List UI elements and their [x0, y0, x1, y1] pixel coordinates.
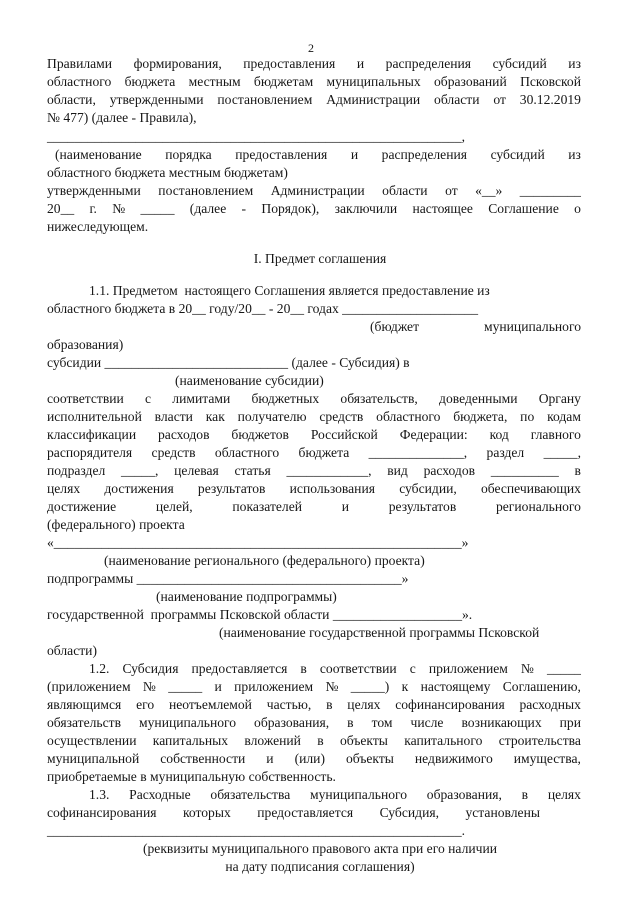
word: при — [559, 715, 581, 730]
word: объекты — [345, 751, 394, 766]
word: бюджета — [124, 74, 176, 89]
word: лимитами — [172, 391, 231, 406]
word: установлены — [465, 805, 540, 820]
word: средств — [319, 409, 364, 424]
text-line: (федерального) проекта — [47, 517, 185, 532]
word: осуществлении — [47, 733, 137, 748]
word: частью, — [266, 697, 312, 712]
text-line: государственной программы Псковской области ___________________». — [47, 607, 473, 622]
text-line — [89, 786, 581, 804]
word: из — [568, 56, 581, 71]
word: в — [317, 733, 324, 748]
text-line — [89, 660, 581, 678]
word: и — [356, 56, 365, 71]
word: капитальных — [152, 733, 229, 748]
word: подраздел — [47, 463, 106, 478]
word: __________ — [490, 463, 559, 478]
section-heading: I. Предмет соглашения — [253, 251, 387, 266]
text-line: (наименование субсидии) — [175, 373, 324, 388]
word: бюджетных — [251, 391, 320, 406]
word: 30.12.2019 — [519, 92, 581, 107]
word: соответствии — [319, 661, 397, 676]
word: бюджетов — [231, 427, 289, 442]
word: целях — [547, 787, 581, 802]
word: статья — [234, 463, 271, 478]
text-line — [55, 146, 581, 164]
word: № — [325, 679, 339, 694]
word: соответствии — [47, 391, 124, 406]
word: областного — [47, 74, 112, 89]
word: показателей — [232, 499, 303, 514]
word: использования — [289, 481, 375, 496]
word: области — [382, 183, 428, 198]
text-line — [47, 732, 581, 750]
word: достижения — [104, 481, 174, 496]
word: настоящему — [420, 679, 491, 694]
word: № — [520, 661, 534, 676]
word: образования, — [254, 715, 330, 730]
word: классификации — [47, 427, 137, 442]
word: распределения — [385, 56, 472, 71]
word: муниципального — [483, 319, 581, 334]
text-line — [47, 182, 581, 200]
text-line — [47, 750, 581, 768]
word: Федерации: — [399, 427, 468, 442]
word: являющимся — [47, 697, 122, 712]
word: 20__ — [47, 201, 75, 216]
text-line: «____________________________________________________________» — [47, 535, 469, 550]
word: недвижимого — [414, 751, 493, 766]
word: области, — [47, 92, 96, 107]
word: настоящее — [412, 201, 473, 216]
word: образования, — [426, 787, 502, 802]
word: в — [347, 715, 354, 730]
word: муниципального — [310, 787, 408, 802]
word: Расходные — [129, 787, 191, 802]
word: Соглашению, — [502, 679, 581, 694]
text-line: (реквизиты муниципального правового акта при его наличии — [142, 841, 498, 856]
word: _____, — [543, 445, 581, 460]
word: объекты — [339, 733, 388, 748]
word: распределения — [381, 147, 468, 162]
word: Российской — [310, 427, 378, 442]
word: по — [520, 409, 535, 424]
word: постановлением — [217, 92, 313, 107]
word: Органу — [538, 391, 581, 406]
text-line: нижеследующем. — [47, 219, 149, 234]
word: предоставления — [243, 56, 336, 71]
text-line — [47, 480, 581, 498]
word: обязательств, — [340, 391, 418, 406]
word: муниципального — [139, 715, 237, 730]
word: приложением — [234, 679, 314, 694]
text-line — [47, 73, 581, 91]
text-line — [47, 91, 581, 109]
text-line — [47, 444, 581, 462]
word: из — [568, 147, 581, 162]
word: № — [142, 679, 156, 694]
word: порядка — [165, 147, 212, 162]
word: расходных — [519, 697, 581, 712]
word: в — [326, 697, 333, 712]
word: «__» — [475, 183, 503, 198]
word: приложением — [428, 661, 508, 676]
word: и — [350, 147, 359, 162]
word: постановлением — [158, 183, 254, 198]
word: собственности — [160, 751, 246, 766]
word: субсидии, — [399, 481, 457, 496]
word: к — [401, 679, 409, 694]
word: средств — [151, 445, 196, 460]
word: в — [300, 661, 307, 676]
text-line: _____________________________________________________________. — [47, 823, 466, 838]
word: получателю — [237, 409, 307, 424]
word: главного — [530, 427, 581, 442]
word: области — [434, 92, 480, 107]
word: местным — [188, 74, 241, 89]
word: Администрации — [326, 92, 421, 107]
word: о — [574, 201, 581, 216]
word: с — [409, 661, 416, 676]
word: Администрации — [270, 183, 365, 198]
word: регионального — [495, 499, 581, 514]
word: Псковской — [520, 74, 581, 89]
word: которых — [182, 805, 231, 820]
word: областного — [376, 409, 441, 424]
text-line: (наименование регионального (федерального) проекта) — [104, 553, 425, 568]
word: Соглашение — [488, 201, 559, 216]
word: (далее — [189, 201, 227, 216]
text-line — [47, 462, 581, 480]
text-line: областного бюджета в 20__ году/20__ - 20__ годах ____________________ — [47, 301, 479, 316]
word: и — [266, 751, 274, 766]
word: бюджета, — [453, 409, 508, 424]
word: как — [205, 409, 225, 424]
text-line — [47, 426, 581, 444]
word: муниципальной — [47, 751, 140, 766]
word: Субсидия — [122, 661, 179, 676]
word: имущества, — [513, 751, 581, 766]
word: _____ — [140, 201, 175, 216]
text-line: (наименование подпрограммы) — [156, 589, 337, 604]
text-line: области) — [47, 643, 97, 658]
text-line — [47, 804, 540, 822]
word: софинансирования — [47, 805, 157, 820]
word: (бюджет — [370, 319, 420, 334]
word: _____) — [350, 679, 390, 694]
word: _____, — [121, 463, 159, 478]
word: код — [489, 427, 509, 442]
word: № — [112, 201, 126, 216]
text-line: субсидии ___________________________ (далее - Субсидия) в — [47, 355, 410, 370]
text-line — [47, 678, 581, 696]
word: неотъемлемой — [168, 697, 252, 712]
text-line — [370, 318, 581, 336]
word: целях — [347, 697, 381, 712]
word: (или) — [294, 751, 325, 766]
word: результатов — [388, 499, 457, 514]
text-line: № 477) (далее - Правила), — [47, 110, 197, 125]
word: его — [136, 697, 155, 712]
word: том — [371, 715, 393, 730]
word: образований — [434, 74, 507, 89]
word: _________ — [519, 183, 581, 198]
word: достижение — [47, 499, 117, 514]
word: и — [341, 499, 350, 514]
word: расходов — [423, 463, 476, 478]
text-line — [47, 714, 581, 732]
word: капитального — [404, 733, 483, 748]
text-line: (наименование государственной программы Псковской — [219, 625, 540, 640]
word: и — [214, 679, 222, 694]
page-number: 2 — [308, 41, 314, 55]
word: Порядок), — [261, 201, 320, 216]
word: бюджета — [298, 445, 350, 460]
word: _____ — [168, 679, 203, 694]
word: вложений — [244, 733, 301, 748]
word: обязательства — [210, 787, 291, 802]
text-line: _____________________________________________________________, — [47, 129, 466, 144]
word: 1.3. — [89, 787, 110, 802]
word: (приложением — [47, 679, 131, 694]
word: утвержденными — [47, 183, 141, 198]
word: муниципальных — [326, 74, 421, 89]
text-line: образования) — [47, 337, 124, 352]
word: ______________, — [368, 445, 468, 460]
word: кодам — [547, 409, 581, 424]
word: в — [521, 787, 529, 802]
word: расходов — [158, 427, 210, 442]
word: числе — [410, 715, 444, 730]
word: строительства — [498, 733, 581, 748]
word: предоставляется — [257, 805, 354, 820]
word: _____ — [546, 661, 581, 676]
text-line — [47, 696, 581, 714]
word: субсидий — [490, 147, 545, 162]
word: возникающих — [461, 715, 542, 730]
word: в — [574, 463, 581, 478]
word: формирования, — [133, 56, 222, 71]
word: бюджетам — [253, 74, 314, 89]
text-line — [47, 55, 581, 73]
word: власти — [154, 409, 193, 424]
word: от — [445, 183, 458, 198]
word: распорядителя — [47, 445, 133, 460]
text-line — [47, 408, 581, 426]
word: раздел — [486, 445, 525, 460]
text-line — [47, 498, 581, 516]
word: утвержденными — [109, 92, 204, 107]
word: предоставляется — [191, 661, 288, 676]
word: целевая — [174, 463, 219, 478]
word: обязательств — [47, 715, 122, 730]
word: (наименование — [55, 147, 142, 162]
word: Правилами — [47, 56, 113, 71]
text-line: подпрограммы _______________________________________» — [47, 571, 409, 586]
word: от — [493, 92, 506, 107]
word: - — [241, 201, 247, 216]
word: целей, — [155, 499, 193, 514]
word: г. — [89, 201, 97, 216]
word: обеспечивающих — [480, 481, 581, 496]
text-line: приобретаемые в муниципальную собственность. — [47, 769, 336, 784]
word: вид — [387, 463, 408, 478]
text-line — [47, 200, 581, 218]
word: заключили — [334, 201, 398, 216]
word: предоставления — [235, 147, 328, 162]
text-line: 1.1. Предметом настоящего Соглашения является предоставление из — [89, 283, 490, 298]
word: 1.2. — [89, 661, 110, 676]
word: исполнительной — [47, 409, 142, 424]
text-line: областного бюджета местным бюджетам) — [47, 165, 288, 180]
word: областного — [214, 445, 280, 460]
word: с — [145, 391, 152, 406]
word: целях — [47, 481, 81, 496]
word: софинансирования — [395, 697, 505, 712]
text-line: на дату подписания соглашения) — [225, 859, 415, 874]
text-line — [47, 390, 581, 408]
word: результатов — [197, 481, 266, 496]
word: ____________, — [286, 463, 372, 478]
word: субсидий — [492, 56, 547, 71]
word: доведенными — [439, 391, 518, 406]
word: Субсидия, — [379, 805, 439, 820]
